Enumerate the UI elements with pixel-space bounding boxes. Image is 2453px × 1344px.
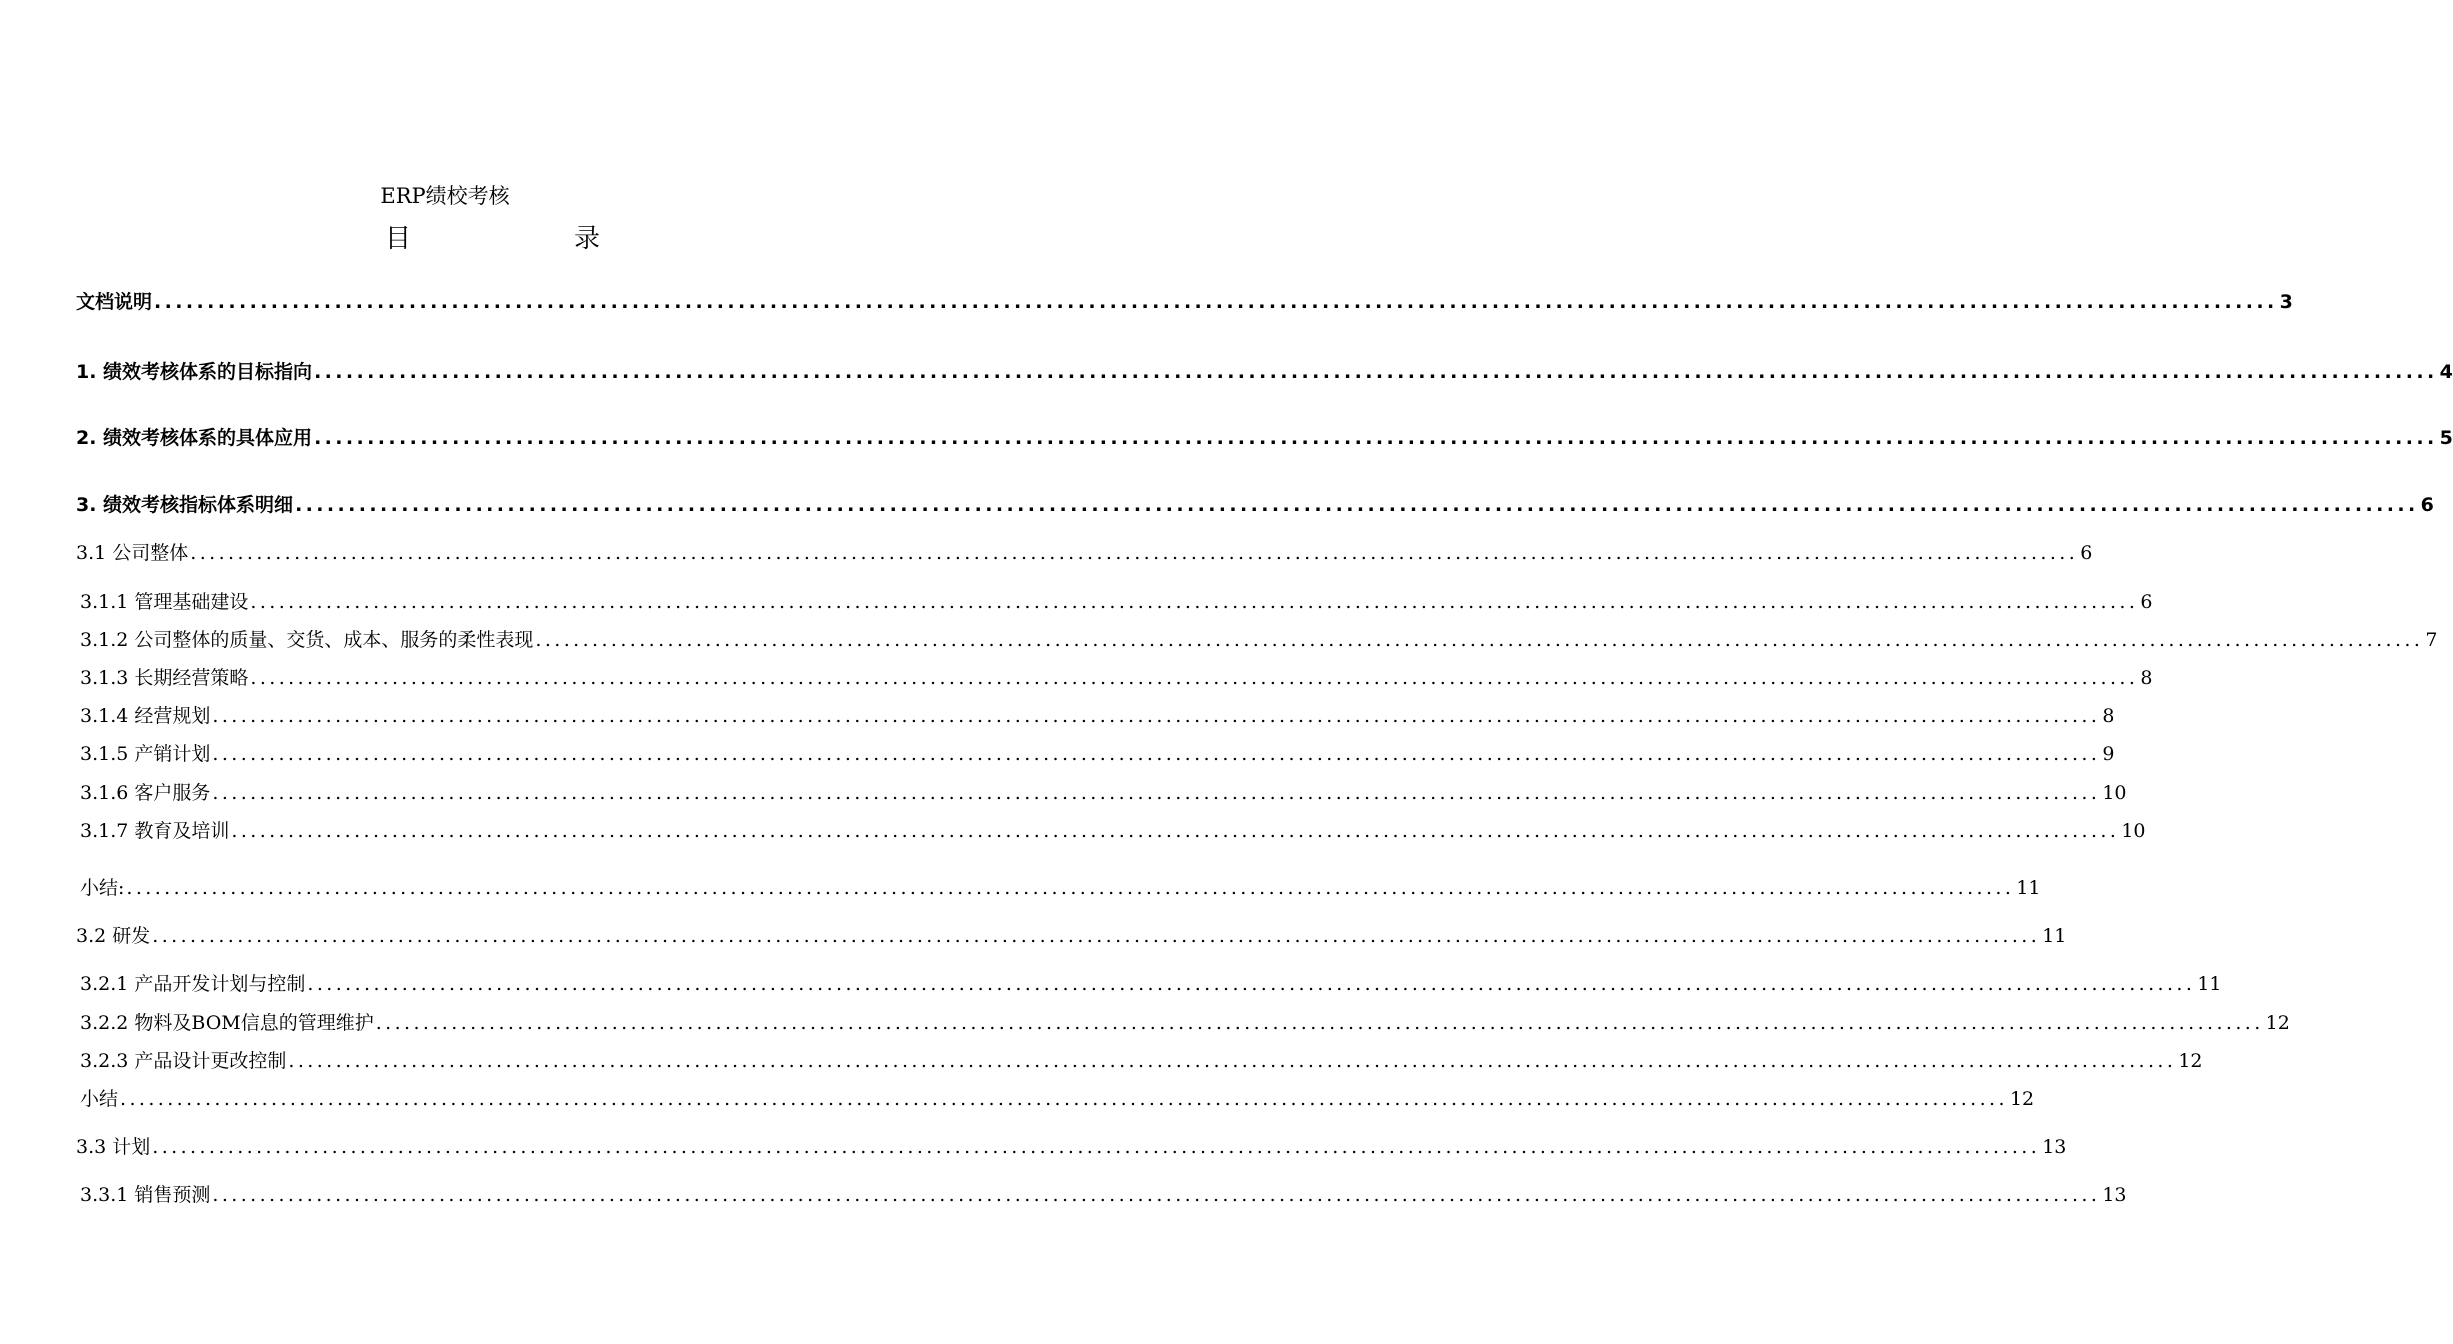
toc-entry-page: 6 (2140, 591, 2153, 613)
toc-heading (385, 218, 600, 255)
toc-entry-page: 8 (2102, 705, 2115, 727)
toc-entry-page: 13 (2042, 1136, 2067, 1158)
toc-entry[interactable] (80, 816, 2146, 846)
toc-leader-dots: ........................................................................................................................................................................................................ (152, 925, 2041, 947)
document-title: ERP绩校考核 (380, 184, 510, 208)
toc-entry-label: 3.1.6 客户服务 (80, 782, 211, 804)
toc-entry-page: 6 (2420, 494, 2434, 516)
toc-leader-dots: ........................................................................................................................................................................................................ (212, 1184, 2101, 1206)
toc-entry-page: 13 (2102, 1184, 2127, 1206)
toc-entry-label: 3.2 研发 (76, 925, 151, 947)
toc-entry-page: 10 (2102, 782, 2127, 804)
toc-entry[interactable] (80, 1008, 2290, 1038)
toc-leader-dots: ........................................................................................................................................................................................................ (295, 494, 2419, 516)
toc-entry-label: 3.1.3 长期经营策略 (80, 667, 249, 689)
toc-leader-dots: ........................................................................................................................................................................................................ (190, 542, 2079, 564)
toc-entry-label: 3.1.1 管理基础建设 (80, 591, 249, 613)
toc-entry-label: 3. 绩效考核指标体系明细 (76, 494, 294, 516)
toc-leader-dots: ........................................................................................................................................................................................................ (154, 291, 2278, 313)
toc-entry[interactable] (80, 778, 2127, 808)
toc-leader-dots: ........................................................................................................................................................................................................ (535, 629, 2424, 651)
toc-entry-label: 3.3.1 销售预测 (80, 1184, 211, 1206)
toc-entry-label: 3.1.4 经营规划 (80, 705, 211, 727)
toc-entry[interactable] (80, 663, 2153, 693)
toc-entry-page: 6 (2080, 542, 2093, 564)
toc-leader-dots: ........................................................................................................................................................................................................ (250, 667, 2139, 689)
toc-leader-dots: ........................................................................................................................................................................................................ (212, 705, 2101, 727)
toc-entry[interactable] (80, 587, 2153, 617)
toc-entry-page: 7 (2425, 629, 2438, 651)
toc-entry[interactable] (80, 969, 2222, 999)
toc-leader-dots: ........................................................................................................................................................................................................ (375, 1012, 2264, 1034)
toc-entry[interactable] (80, 1046, 2203, 1076)
toc-leader-dots: ........................................................................................................................................................................................................ (231, 820, 2120, 842)
toc-entry[interactable] (80, 873, 2041, 903)
toc-entry-label: 小结 (80, 1088, 119, 1110)
toc-entry-page: 5 (2439, 427, 2453, 449)
toc-entry-label: 3.2.1 产品开发计划与控制 (80, 973, 306, 995)
toc-entry[interactable] (80, 739, 2115, 769)
toc-leader-dots: ........................................................................................................................................................................................................ (314, 361, 2438, 383)
toc-leader-dots: ........................................................................................................................................................................................................ (288, 1050, 2177, 1072)
toc-entry[interactable] (80, 701, 2115, 731)
toc-entry-page: 11 (2042, 925, 2067, 947)
toc-leader-dots: ........................................................................................................................................................................................................ (152, 1136, 2041, 1158)
toc-entry-page: 12 (2009, 1088, 2035, 1110)
toc-heading-char-2: 录 (573, 224, 600, 254)
toc-entry-label: 3.1.7 教育及培训 (80, 820, 230, 842)
toc-entry[interactable] (76, 423, 2453, 453)
toc-heading-char-1: 目 (385, 224, 412, 254)
toc-leader-dots: ........................................................................................................................................................................................................ (250, 591, 2139, 613)
toc-entry-page: 11 (2016, 877, 2041, 899)
toc-entry-label: 3.1.5 产销计划 (80, 743, 211, 765)
toc-entry-page: 3 (2279, 291, 2293, 313)
toc-leader-dots: ........................................................................................................................................................................................................ (126, 877, 2015, 899)
toc-entry-label: 3.3 计划 (76, 1136, 151, 1158)
toc-entry[interactable] (76, 490, 2434, 520)
toc-entry[interactable] (76, 287, 2293, 317)
toc-entry[interactable] (80, 1180, 2127, 1210)
toc-entry[interactable] (80, 625, 2438, 655)
toc-entry[interactable] (76, 538, 2093, 568)
toc-entry[interactable] (76, 921, 2067, 951)
toc-entry-label: 3.1.2 公司整体的质量、交货、成本、服务的柔性表现 (80, 629, 534, 651)
toc-leader-dots: ........................................................................................................................................................................................................ (212, 782, 2101, 804)
toc-entry-page: 12 (2265, 1012, 2290, 1034)
toc-entry-page: 4 (2439, 361, 2453, 383)
toc-entry[interactable] (76, 357, 2453, 387)
toc-entry-page: 12 (2178, 1050, 2203, 1072)
toc-entry-label: 文档说明 (76, 291, 153, 313)
toc-entry-label: 2. 绩效考核体系的具体应用 (76, 427, 313, 449)
toc-entry[interactable] (80, 1084, 2035, 1114)
toc-leader-dots: ........................................................................................................................................................................................................ (120, 1088, 2008, 1110)
toc-entry-label: 3.1 公司整体 (76, 542, 189, 564)
toc-leader-dots: ........................................................................................................................................................................................................ (212, 743, 2101, 765)
toc-entry-page: 9 (2102, 743, 2115, 765)
toc-entry-page: 10 (2121, 820, 2146, 842)
toc-entry-label: 3.2.2 物料及BOM信息的管理维护 (80, 1012, 374, 1034)
toc-entry-label: 3.2.3 产品设计更改控制 (80, 1050, 287, 1072)
toc-leader-dots: ........................................................................................................................................................................................................ (307, 973, 2196, 995)
toc-leader-dots: ........................................................................................................................................................................................................ (314, 427, 2438, 449)
toc-entry-label: 1. 绩效考核体系的目标指向 (76, 361, 313, 383)
toc-entry[interactable] (76, 1132, 2067, 1162)
toc-entry-page: 8 (2140, 667, 2153, 689)
toc-entry-page: 11 (2197, 973, 2222, 995)
toc-entry-label: 小结: (80, 877, 125, 899)
